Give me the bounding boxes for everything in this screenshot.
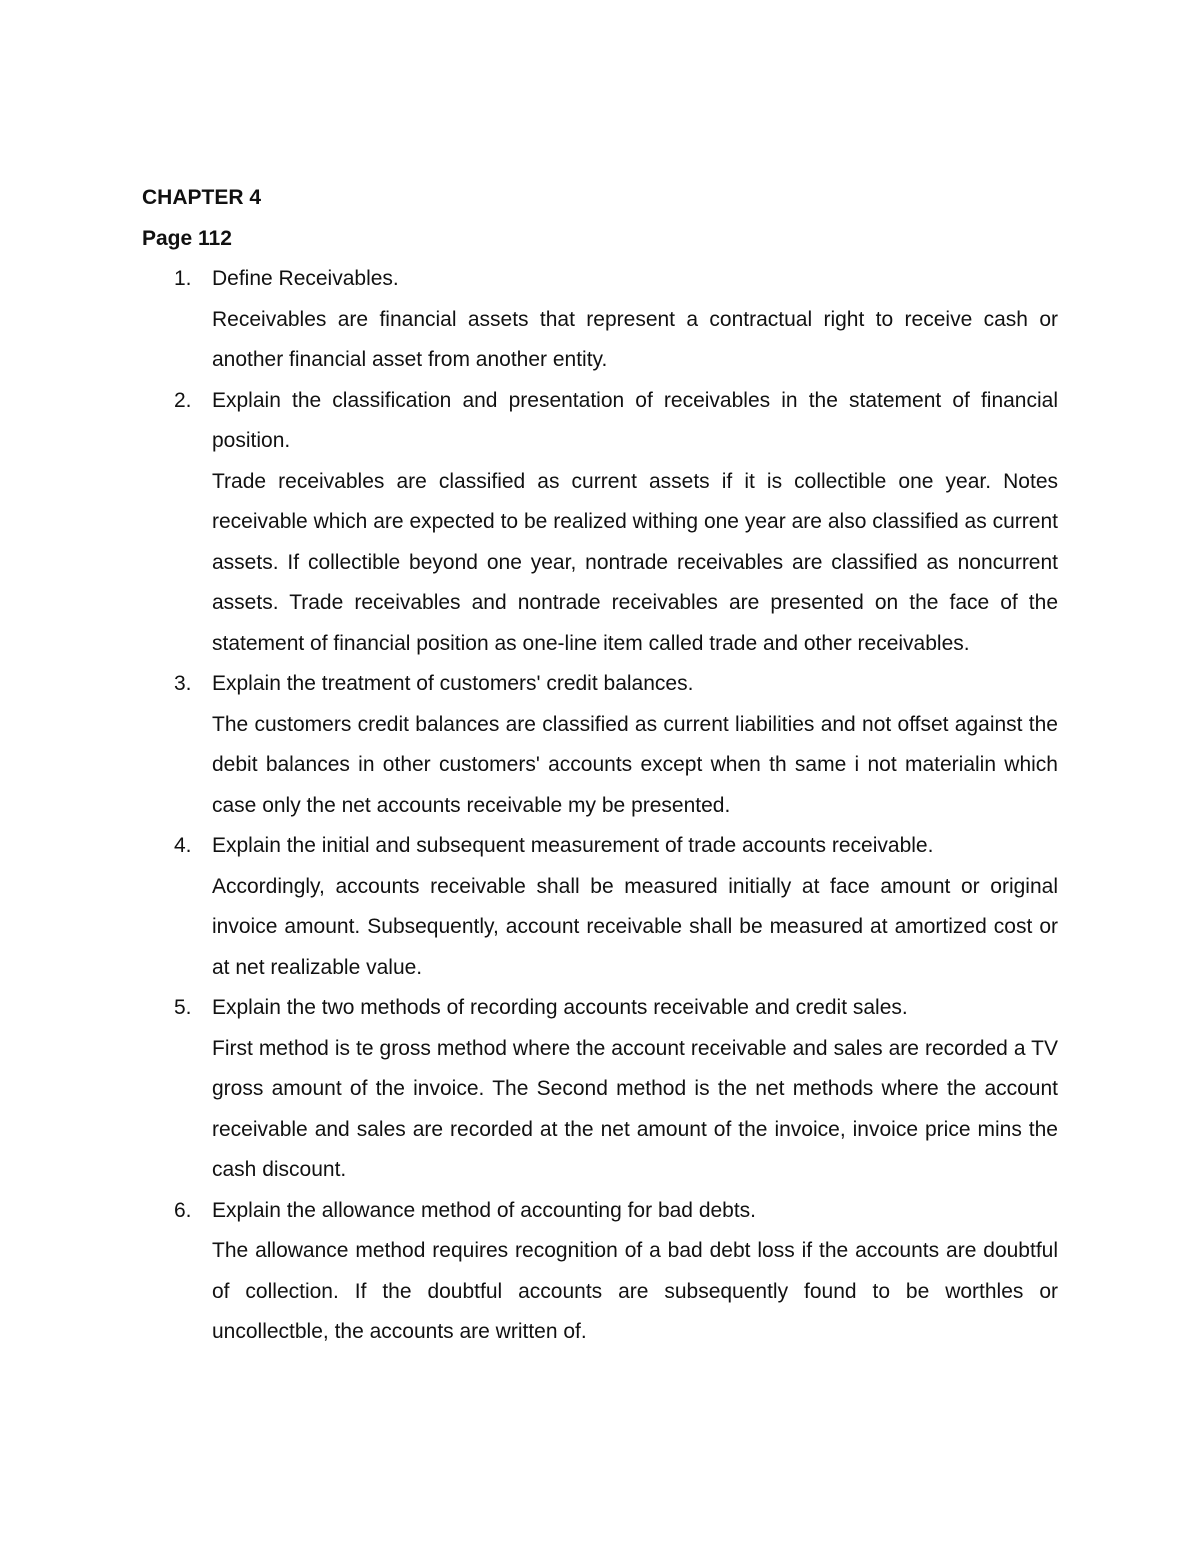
question-item <box>142 259 1058 381</box>
question-text: Explain the initial and subsequent measurement of trade accounts receivable. <box>212 834 934 857</box>
answer-text: Accordingly, accounts receivable shall be measured initially at face amount or original invoice amount. Subsequently, account receivable shall be measured at amortized cost or at net realizable value. <box>212 874 1058 979</box>
question-number: 3. <box>174 672 192 695</box>
answer-text: The customers credit balances are classified as current liabilities and not offset against the debit balances in other customers' accounts except when th same i not materialin which case only the net accounts receivable my be presented. <box>212 712 1058 817</box>
question-text: Explain the treatment of customers' credit balances. <box>212 672 694 695</box>
question-text: Explain the classification and presentation of receivables in the statement of financial position. <box>212 388 1058 452</box>
question-text: Explain the allowance method of accounting for bad debts. <box>212 1198 757 1222</box>
page-heading: Page 112 <box>142 226 232 250</box>
question-list <box>142 259 1058 1353</box>
question-text: Define Receivables. <box>212 267 399 290</box>
question-number: 4. <box>174 834 192 857</box>
question-item <box>142 1191 1058 1353</box>
question-item <box>142 988 1058 1191</box>
question-number: 2. <box>174 388 192 412</box>
document-body <box>142 178 1058 1353</box>
chapter-heading: CHAPTER 4 <box>142 186 262 209</box>
question-item <box>142 664 1058 826</box>
question-number: 6. <box>174 1198 192 1222</box>
question-item <box>142 826 1058 988</box>
answer-text: The allowance method requires recognition of a bad debt loss if the accounts are doubtful of collection. If the doubtful accounts are subsequently found to be worthles or uncollectble, the accounts are written of. <box>212 1239 1058 1343</box>
question-item <box>142 381 1058 665</box>
question-number: 1. <box>174 267 192 290</box>
answer-text: Receivables are financial assets that represent a contractual right to receive cash or another financial asset from another entity. <box>212 307 1058 371</box>
answer-text: First method is te gross method where the account receivable and sales are recorded a TV gross amount of the invoice. The Second method is the net methods where the account receivable and sales are recorded at the net amount of the invoice, invoice price mins the cash discount. <box>212 1036 1058 1181</box>
question-number: 5. <box>174 996 192 1019</box>
answer-text: Trade receivables are classified as current assets if it is collectible one year. Notes receivable which are expected to be realized withing one year are also classified as current assets. If collectible beyond one year, nontrade receivables are classified as noncurrent assets. Trade receivables and nontrade receivables are presented on the face of the statement of financial position as one-line item called trade and other receivables. <box>212 469 1058 655</box>
question-text: Explain the two methods of recording accounts receivable and credit sales. <box>212 996 908 1019</box>
